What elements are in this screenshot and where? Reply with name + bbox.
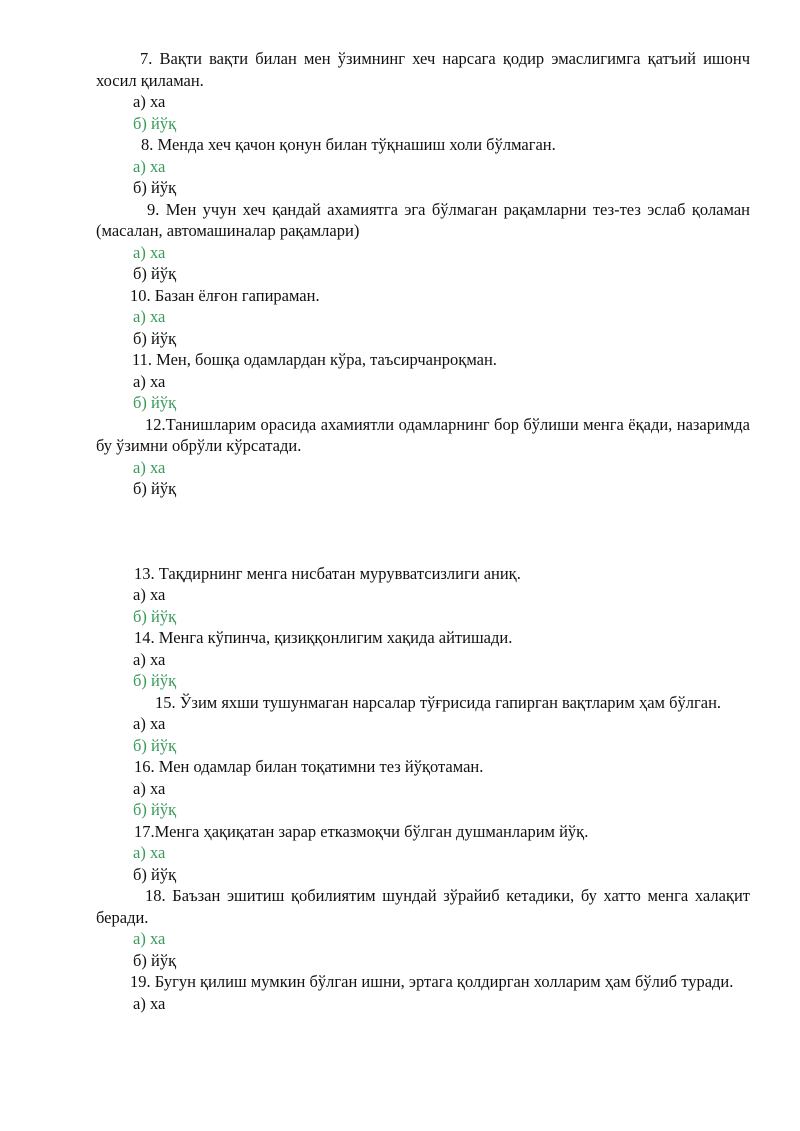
option-b[interactable]: б) йўқ	[133, 328, 177, 348]
option-a[interactable]: а) ха	[133, 778, 166, 798]
question-text: 18. Баъзан эшитиш қобилиятим шундай зўрайиб кетадики, бу хатто менга халақит беради.	[96, 886, 750, 927]
question-17	[96, 821, 750, 886]
option-b-selected[interactable]: б) йўқ	[133, 606, 177, 626]
option-b[interactable]: б) йўқ	[133, 864, 177, 884]
question-text: 15. Ўзим яхши тушунмаган нарсалар тўғрисида гапирган вақтларим ҳам бўлган.	[155, 692, 722, 712]
question-13	[96, 563, 750, 628]
question-14	[96, 627, 750, 692]
question-text: 9. Мен учун хеч қандай ахамиятга эга бўлмаган рақамларни тез-тез эслаб қоламан (масалан, автомашиналар рақамлари)	[96, 199, 750, 240]
option-a[interactable]: а) ха	[133, 993, 166, 1013]
question-text: 13. Тақдирнинг менга нисбатан мурувватсизлиги аниқ.	[134, 563, 521, 583]
option-b[interactable]: б) йўқ	[133, 950, 177, 970]
option-b-selected[interactable]: б) йўқ	[133, 671, 177, 690]
question-text: 11. Мен, бошқа одамлардан кўра, таъсирчанроқман.	[132, 350, 497, 369]
option-a-selected[interactable]: а) ха	[133, 457, 166, 477]
option-b[interactable]: б) йўқ	[133, 479, 177, 498]
question-text: 8. Менда хеч қачон қонун билан тўқнашиш холи бўлмаган.	[141, 135, 556, 154]
question-9	[96, 199, 750, 285]
question-text: 12.Танишларим орасида ахамиятли одамларнинг бор бўлиши менга ёқади, назаримда бу ўзимни обрўли кўрсатади.	[96, 414, 750, 455]
option-a[interactable]: а) ха	[133, 714, 166, 733]
option-a-selected[interactable]: а) ха	[133, 156, 166, 176]
option-a-selected[interactable]: а) ха	[133, 242, 166, 262]
question-text: 7. Вақти вақти билан мен ўзимнинг хеч нарсага қодир эмаслигимга қатъий ишонч хосил қиламан.	[96, 49, 750, 90]
question-12	[96, 414, 750, 500]
question-11	[96, 349, 750, 414]
option-b[interactable]: б) йўқ	[133, 178, 177, 197]
option-a[interactable]: а) ха	[133, 371, 166, 391]
option-a-selected[interactable]: а) ха	[133, 843, 166, 862]
option-a-selected[interactable]: а) ха	[133, 929, 166, 948]
question-15	[96, 692, 750, 757]
option-a[interactable]: а) ха	[133, 92, 166, 111]
option-a[interactable]: а) ха	[133, 649, 166, 669]
question-text: 19. Бугун қилиш мумкин бўлган ишни, эртага қолдирган холларим ҳам бўлиб туради.	[130, 972, 734, 991]
option-b-selected[interactable]: б) йўқ	[133, 113, 177, 133]
option-a[interactable]: а) ха	[133, 585, 166, 604]
question-19	[96, 971, 750, 1014]
option-b-selected[interactable]: б) йўқ	[133, 735, 177, 755]
question-10	[96, 285, 750, 350]
questionnaire-page	[96, 48, 750, 1014]
page-gap	[96, 500, 750, 563]
question-text: 16. Мен одамлар билан тоқатимни тез йўқотаман.	[134, 757, 484, 776]
question-7	[96, 48, 750, 134]
question-text: 10. Базан ёлғон гапираман.	[130, 285, 320, 305]
question-text: 14. Менга кўпинча, қизиққонлигим хақида айтишади.	[134, 628, 513, 647]
question-18	[96, 885, 750, 971]
option-b-selected[interactable]: б) йўқ	[133, 393, 177, 412]
question-text: 17.Менга ҳақиқатан зарар етказмоқчи бўлган душманларим йўқ.	[134, 821, 589, 841]
option-b-selected[interactable]: б) йўқ	[133, 800, 177, 819]
question-16	[96, 756, 750, 821]
option-b[interactable]: б) йўқ	[133, 264, 177, 283]
question-8	[96, 134, 750, 199]
option-a-selected[interactable]: а) ха	[133, 307, 166, 326]
